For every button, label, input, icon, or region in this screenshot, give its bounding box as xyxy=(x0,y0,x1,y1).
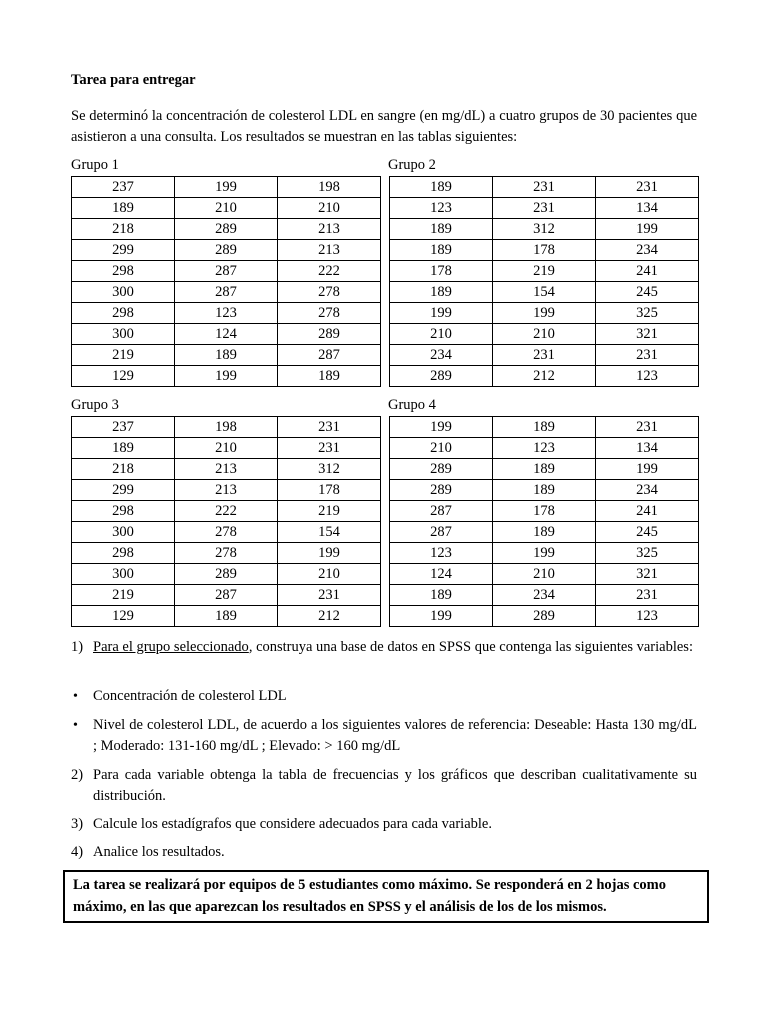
table-cell: 234 xyxy=(596,480,699,501)
table-cell: 189 xyxy=(493,522,596,543)
table-cell: 234 xyxy=(596,240,699,261)
table-row xyxy=(72,501,381,522)
table-cell: 189 xyxy=(493,459,596,480)
table-cell: 199 xyxy=(175,366,278,387)
table-cell: 287 xyxy=(175,282,278,303)
table-cell: 321 xyxy=(596,564,699,585)
table-cell: 289 xyxy=(390,366,493,387)
table-cell: 219 xyxy=(278,501,381,522)
question-2-number: 2) xyxy=(71,767,84,783)
table-row xyxy=(390,240,699,261)
table-cell: 199 xyxy=(493,543,596,564)
table-row xyxy=(72,480,381,501)
table-row xyxy=(390,606,699,627)
table-row xyxy=(390,261,699,282)
table-cell: 210 xyxy=(175,198,278,219)
table-cell: 210 xyxy=(175,438,278,459)
table-cell: 210 xyxy=(493,324,596,345)
table-cell: 123 xyxy=(596,366,699,387)
table-cell: 219 xyxy=(72,345,175,366)
table-cell: 212 xyxy=(278,606,381,627)
bullet-text: Concentración de colesterol LDL xyxy=(93,688,287,704)
table-cell: 210 xyxy=(493,564,596,585)
table-row xyxy=(390,345,699,366)
bullet-item xyxy=(71,686,697,707)
table-cell: 298 xyxy=(72,261,175,282)
table-cell: 129 xyxy=(72,606,175,627)
table-cell: 189 xyxy=(390,240,493,261)
table-cell: 231 xyxy=(596,177,699,198)
table-cell: 299 xyxy=(72,240,175,261)
table-cell: 278 xyxy=(175,522,278,543)
table-cell: 300 xyxy=(72,522,175,543)
table-cell: 287 xyxy=(175,261,278,282)
question-2-text: Para cada variable obtenga la tabla de frecuencias y los gráficos que describan cualitativamente su distribución. xyxy=(93,767,697,804)
table-cell: 278 xyxy=(278,303,381,324)
table-row xyxy=(390,366,699,387)
table-cell: 189 xyxy=(390,585,493,606)
table-row xyxy=(390,282,699,303)
table-cell: 241 xyxy=(596,261,699,282)
table-cell: 289 xyxy=(175,219,278,240)
table-cell: 199 xyxy=(596,459,699,480)
table-row xyxy=(390,438,699,459)
group-4-table xyxy=(389,416,699,627)
table-row xyxy=(72,177,381,198)
table-cell: 312 xyxy=(278,459,381,480)
table-cell: 123 xyxy=(596,606,699,627)
table-cell: 210 xyxy=(278,198,381,219)
table-cell: 218 xyxy=(72,219,175,240)
table-cell: 231 xyxy=(596,585,699,606)
question-3-number: 3) xyxy=(71,816,84,832)
document-title: Tarea para entregar xyxy=(71,72,196,88)
table-cell: 123 xyxy=(390,198,493,219)
table-row xyxy=(72,261,381,282)
table-cell: 289 xyxy=(390,459,493,480)
group-2-table xyxy=(389,176,699,387)
table-cell: 124 xyxy=(175,324,278,345)
table-cell: 289 xyxy=(175,240,278,261)
table-row xyxy=(390,522,699,543)
table-cell: 123 xyxy=(390,543,493,564)
table-row xyxy=(72,282,381,303)
table-cell: 245 xyxy=(596,522,699,543)
table-cell: 124 xyxy=(390,564,493,585)
table-cell: 178 xyxy=(278,480,381,501)
question-1-text xyxy=(93,637,697,658)
question-1-rest: , construya una base de datos en SPSS que contenga las siguientes variables: xyxy=(248,639,693,655)
table-cell: 189 xyxy=(175,345,278,366)
table-cell: 198 xyxy=(278,177,381,198)
table-row xyxy=(72,366,381,387)
group-1-label: Grupo 1 xyxy=(71,157,119,173)
table-cell: 289 xyxy=(493,606,596,627)
table-cell: 241 xyxy=(596,501,699,522)
table-cell: 278 xyxy=(278,282,381,303)
table-cell: 189 xyxy=(175,606,278,627)
table-cell: 287 xyxy=(390,501,493,522)
question-3-text: Calcule los estadígrafos que considere adecuados para cada variable. xyxy=(93,816,492,832)
table-cell: 278 xyxy=(175,543,278,564)
table-cell: 212 xyxy=(493,366,596,387)
table-cell: 189 xyxy=(493,480,596,501)
table-cell: 213 xyxy=(175,459,278,480)
table-cell: 300 xyxy=(72,564,175,585)
table-cell: 231 xyxy=(493,177,596,198)
table-cell: 289 xyxy=(390,480,493,501)
table-cell: 189 xyxy=(493,417,596,438)
bullet-item xyxy=(71,715,697,757)
table-row xyxy=(72,459,381,480)
table-cell: 325 xyxy=(596,303,699,324)
table-cell: 134 xyxy=(596,438,699,459)
table-cell: 199 xyxy=(278,543,381,564)
table-row xyxy=(390,501,699,522)
table-cell: 289 xyxy=(278,324,381,345)
group-3-table xyxy=(71,416,381,627)
table-cell: 189 xyxy=(390,177,493,198)
table-cell: 234 xyxy=(390,345,493,366)
table-row xyxy=(390,198,699,219)
table-cell: 199 xyxy=(390,303,493,324)
table-cell: 287 xyxy=(390,522,493,543)
table-row xyxy=(390,219,699,240)
table-cell: 287 xyxy=(175,585,278,606)
question-1-number: 1) xyxy=(71,639,84,655)
bullet-icon: • xyxy=(73,689,78,704)
table-cell: 300 xyxy=(72,282,175,303)
table-cell: 237 xyxy=(72,177,175,198)
table-cell: 298 xyxy=(72,501,175,522)
bullet-text: Nivel de colesterol LDL, de acuerdo a los siguientes valores de referencia: Deseable: Hasta 130 mg/dL ; Moderado: 131-160 mg/dL ; Elevado: > 160 mg/dL xyxy=(93,717,697,754)
table-cell: 298 xyxy=(72,543,175,564)
table-row xyxy=(72,198,381,219)
table-cell: 189 xyxy=(278,366,381,387)
table-row xyxy=(390,177,699,198)
table-cell: 237 xyxy=(72,417,175,438)
bullet-icon: • xyxy=(73,718,78,733)
table-row xyxy=(72,564,381,585)
table-row xyxy=(390,480,699,501)
table-cell: 231 xyxy=(278,417,381,438)
group-2-label: Grupo 2 xyxy=(388,157,436,173)
table-cell: 218 xyxy=(72,459,175,480)
table-row xyxy=(390,417,699,438)
table-row xyxy=(72,438,381,459)
table-cell: 298 xyxy=(72,303,175,324)
table-cell: 134 xyxy=(596,198,699,219)
question-4-text: Analice los resultados. xyxy=(93,844,225,860)
question-2 xyxy=(71,765,697,807)
table-row xyxy=(390,459,699,480)
table-cell: 213 xyxy=(278,219,381,240)
table-cell: 222 xyxy=(175,501,278,522)
table-cell: 210 xyxy=(390,324,493,345)
table-row xyxy=(72,324,381,345)
table-row xyxy=(72,543,381,564)
table-cell: 199 xyxy=(390,606,493,627)
table-cell: 231 xyxy=(596,345,699,366)
table-cell: 321 xyxy=(596,324,699,345)
table-cell: 234 xyxy=(493,585,596,606)
table-cell: 199 xyxy=(175,177,278,198)
table-cell: 219 xyxy=(72,585,175,606)
table-cell: 123 xyxy=(493,438,596,459)
table-row xyxy=(72,303,381,324)
table-row xyxy=(390,324,699,345)
table-cell: 325 xyxy=(596,543,699,564)
table-cell: 213 xyxy=(278,240,381,261)
table-row xyxy=(72,417,381,438)
table-cell: 210 xyxy=(390,438,493,459)
question-1 xyxy=(71,637,697,658)
table-row xyxy=(72,240,381,261)
table-cell: 154 xyxy=(493,282,596,303)
table-row xyxy=(72,585,381,606)
table-row xyxy=(72,345,381,366)
table-cell: 129 xyxy=(72,366,175,387)
table-cell: 299 xyxy=(72,480,175,501)
table-cell: 300 xyxy=(72,324,175,345)
table-cell: 219 xyxy=(493,261,596,282)
table-cell: 213 xyxy=(175,480,278,501)
table-row xyxy=(72,606,381,627)
table-cell: 154 xyxy=(278,522,381,543)
table-cell: 312 xyxy=(493,219,596,240)
table-cell: 189 xyxy=(72,198,175,219)
table-cell: 178 xyxy=(493,501,596,522)
table-cell: 210 xyxy=(278,564,381,585)
question-4-number: 4) xyxy=(71,844,84,860)
table-cell: 178 xyxy=(390,261,493,282)
table-row xyxy=(390,564,699,585)
question-3 xyxy=(71,814,697,835)
table-cell: 198 xyxy=(175,417,278,438)
table-cell: 189 xyxy=(390,282,493,303)
table-row xyxy=(72,522,381,543)
table-cell: 178 xyxy=(493,240,596,261)
table-row xyxy=(390,303,699,324)
table-row xyxy=(390,543,699,564)
table-cell: 231 xyxy=(278,438,381,459)
table-cell: 231 xyxy=(493,198,596,219)
question-1-underlined: Para el grupo seleccionado xyxy=(93,639,249,655)
table-cell: 199 xyxy=(390,417,493,438)
table-cell: 189 xyxy=(72,438,175,459)
table-row xyxy=(72,219,381,240)
table-cell: 189 xyxy=(390,219,493,240)
group-4-label: Grupo 4 xyxy=(388,397,436,413)
table-cell: 231 xyxy=(596,417,699,438)
table-cell: 199 xyxy=(596,219,699,240)
table-cell: 287 xyxy=(278,345,381,366)
table-cell: 231 xyxy=(278,585,381,606)
table-cell: 123 xyxy=(175,303,278,324)
table-cell: 289 xyxy=(175,564,278,585)
instructions-box: La tarea se realizará por equipos de 5 estudiantes como máximo. Se responderá en 2 hojas como máximo, en las que aparezcan los resultados en SPSS y el análisis de los de los mismos. xyxy=(63,870,709,923)
table-cell: 199 xyxy=(493,303,596,324)
group-3-label: Grupo 3 xyxy=(71,397,119,413)
table-row xyxy=(390,585,699,606)
table-cell: 245 xyxy=(596,282,699,303)
table-cell: 231 xyxy=(493,345,596,366)
question-4 xyxy=(71,842,697,863)
intro-paragraph: Se determinó la concentración de colesterol LDL en sangre (en mg/dL) a cuatro grupos de 30 pacientes que asistieron a una consulta. Los resultados se muestran en las tablas siguientes: xyxy=(71,108,697,145)
table-cell: 222 xyxy=(278,261,381,282)
group-1-table xyxy=(71,176,381,387)
